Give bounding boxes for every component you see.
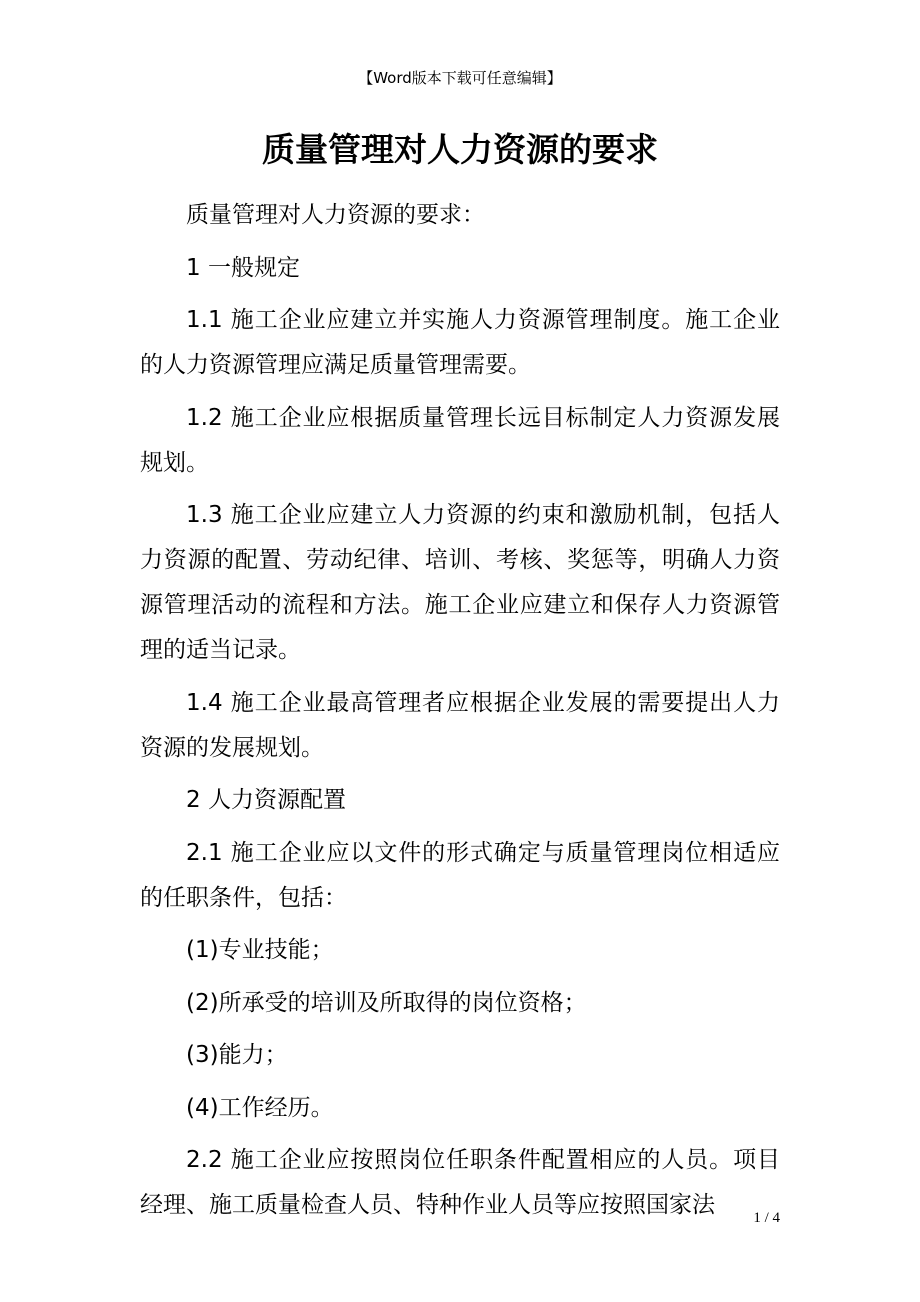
page-number: 1 / 4 [753, 1210, 780, 1226]
clause-2-2: 2.2 施工企业应按照岗位任职条件配置相应的人员。项目经理、施工质量检查人员、特种作业人员等应按照国家法 [140, 1147, 780, 1218]
intro-paragraph: 质量管理对人力资源的要求： [186, 202, 485, 228]
clause-1-3: 1.3 施工企业应建立人力资源的约束和激励机制，包括人力资源的配置、劳动纪律、培训、考核、奖惩等，明确人力资源管理活动的流程和方法。施工企业应建立和保存人力资源管理的适当记录。 [140, 502, 780, 663]
header-note: 【Word版本下载可任意编辑】 [358, 69, 562, 87]
clause-1-4: 1.4 施工企业最高管理者应根据企业发展的需要提出人力资源的发展规划。 [140, 689, 780, 761]
document-title: 质量管理对人力资源的要求 [262, 130, 658, 169]
list-item-2: (2)所承受的培训及所取得的岗位资格； [186, 989, 587, 1016]
clause-1-2: 1.2 施工企业应根据质量管理长远目标制定人力资源发展规划。 [140, 404, 780, 476]
clause-2-1: 2.1 施工企业应以文件的形式确定与质量管理岗位相适应的任职条件，包括： [140, 839, 780, 911]
document-body [140, 193, 780, 1228]
list-item-4: (4)工作经历。 [186, 1094, 334, 1121]
section-heading-1: 1 一般规定 [186, 254, 300, 281]
list-item-1: (1)专业技能； [186, 937, 334, 963]
list-item-3: (3)能力； [186, 1042, 288, 1068]
section-heading-2: 2 人力资源配置 [186, 787, 346, 813]
clause-1-1: 1.1 施工企业应建立并实施人力资源管理制度。施工企业的人力资源管理应满足质量管理需要。 [140, 307, 780, 378]
